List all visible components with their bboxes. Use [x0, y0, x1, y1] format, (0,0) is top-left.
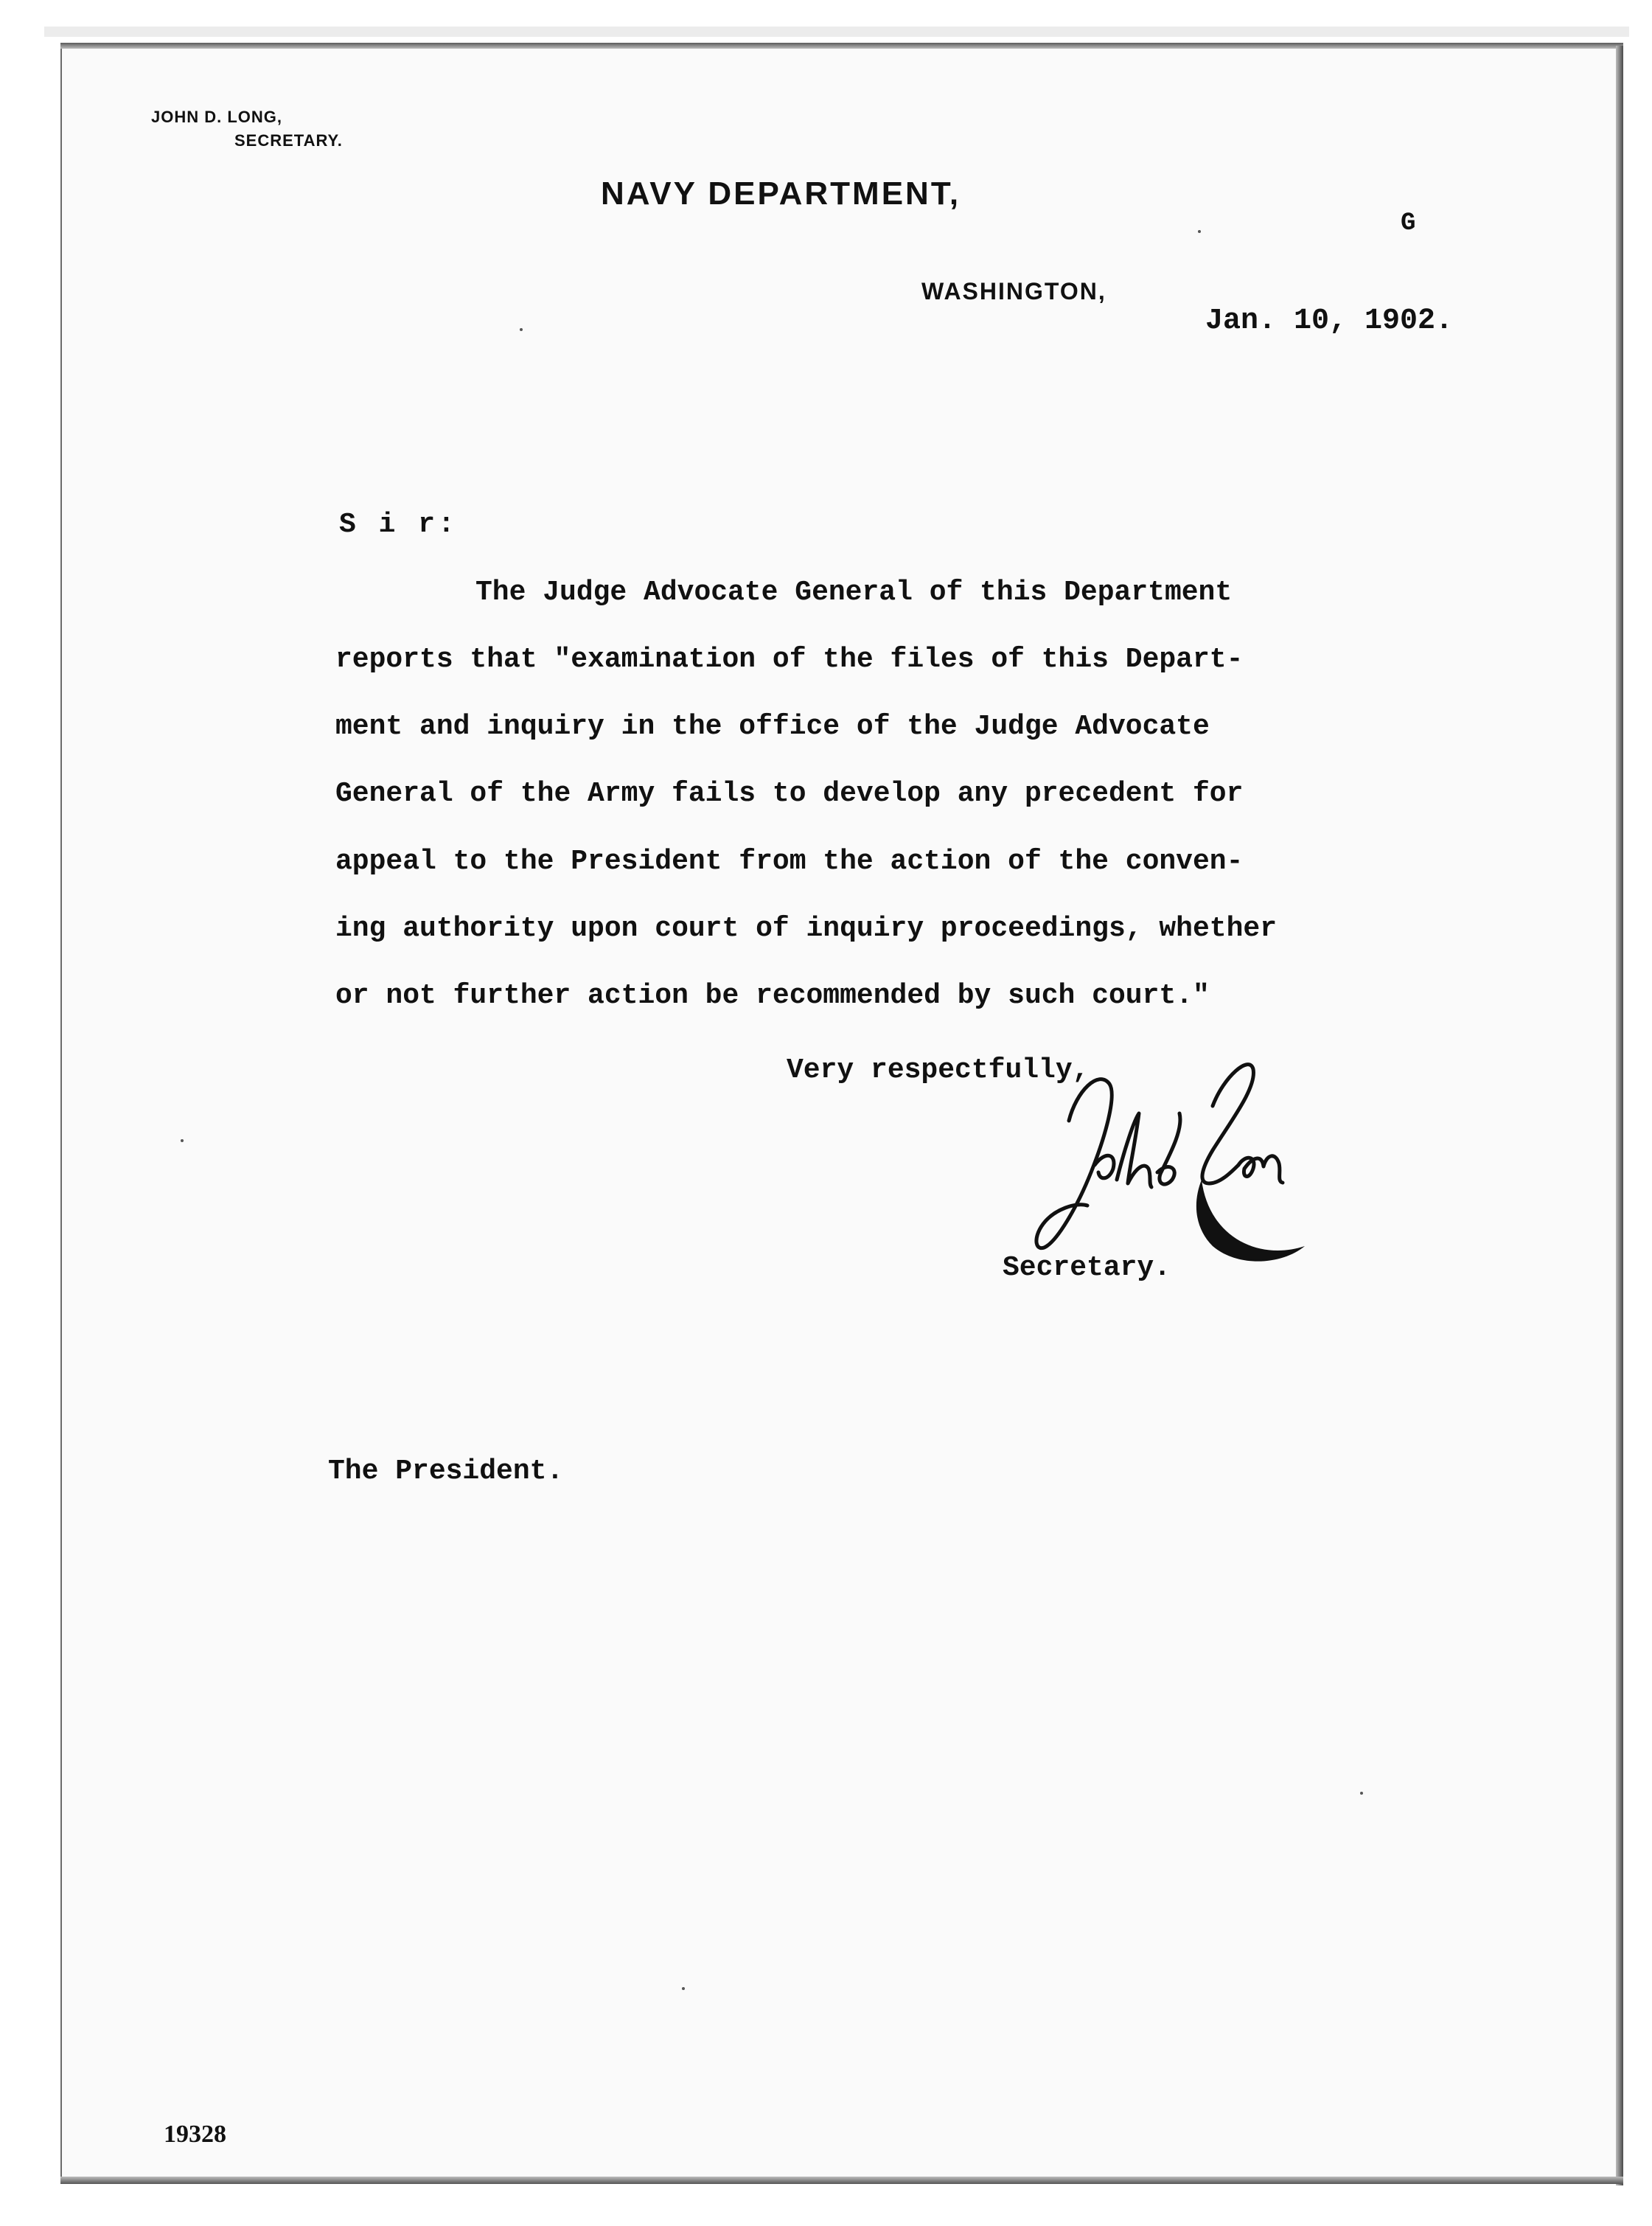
salutation: S i r: — [339, 509, 458, 540]
signature-stroke-o — [1095, 1155, 1114, 1178]
signature-stroke-ong — [1238, 1156, 1283, 1183]
letterhead-secretary-title: SECRETARY. — [234, 131, 343, 150]
body-line: General of the Army fails to develop any precedent for — [335, 778, 1244, 810]
scan-speck — [682, 1987, 685, 1990]
letterhead-department: NAVY DEPARTMENT, — [601, 175, 961, 212]
scan-speck — [1198, 230, 1201, 233]
body-line: reports that "examination of the files of this Depart- — [335, 644, 1244, 675]
signer-title: Secretary. — [1003, 1252, 1171, 1284]
body-line: appeal to the President from the action of the conven- — [335, 846, 1244, 877]
letter-date: Jan. 10, 1902. — [1205, 305, 1454, 338]
reference-number: 19328 — [164, 2121, 226, 2148]
sheet-edge-top — [60, 43, 1623, 49]
file-mark: G — [1401, 209, 1416, 237]
sheet-edge-bottom — [60, 2177, 1623, 2184]
signature-flourish — [1196, 1180, 1305, 1262]
handwritten-signature — [958, 1025, 1327, 1290]
signature-stroke-j — [1036, 1079, 1112, 1248]
body-line: ing authority upon court of inquiry proceedings, whether — [335, 913, 1278, 945]
letter-sheet — [60, 46, 1622, 2184]
letterhead-place: WASHINGTON, — [921, 278, 1106, 305]
scan-speck — [520, 328, 523, 331]
scan-speck — [1360, 1792, 1363, 1795]
body-line: The Judge Advocate General of this Department — [475, 577, 1233, 608]
signature-stroke-h — [1117, 1113, 1151, 1187]
letterhead-secretary-name: JOHN D. LONG, — [151, 108, 283, 126]
scan-background-strip — [44, 27, 1629, 37]
body-line: or not further action be recommended by such court." — [335, 980, 1210, 1012]
closing: Very respectfully, — [787, 1054, 1090, 1086]
body-line: ment and inquiry in the office of the Judge Advocate — [335, 711, 1210, 742]
addressee: The President. — [328, 1455, 564, 1487]
signature-stroke-d — [1157, 1113, 1180, 1184]
scan-speck — [181, 1139, 184, 1142]
sheet-edge-right — [1616, 46, 1623, 2185]
